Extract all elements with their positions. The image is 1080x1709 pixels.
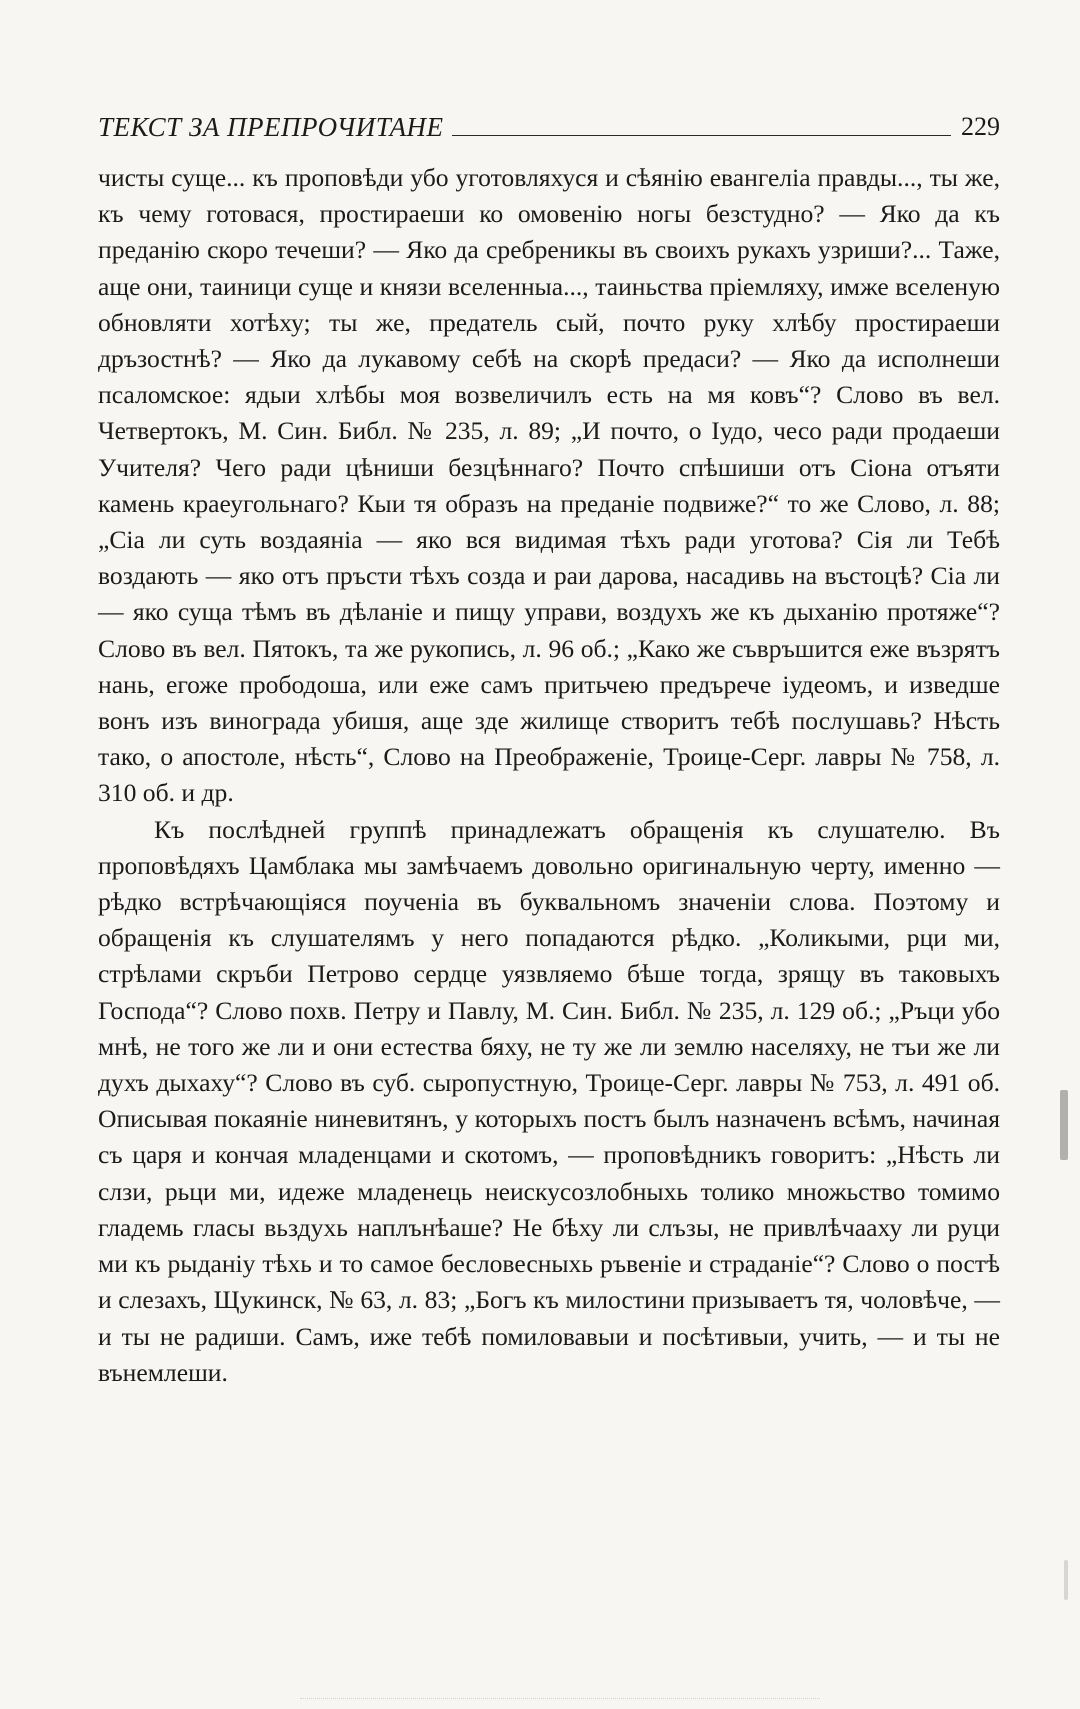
page-number: 229	[961, 112, 1000, 141]
scan-artifact	[1064, 1560, 1068, 1600]
header-rule	[452, 135, 951, 136]
running-header	[98, 108, 1000, 142]
running-title: ТЕКСТ ЗА ПРЕПРОЧИТАНЕ	[98, 112, 444, 142]
scan-artifact	[300, 1698, 820, 1709]
paragraph-continued: чисты суще... къ проповѣди убо уготовляхуся и сѣянію евангеліа правды..., ты же, къ чему готовася, простираеши ко омовенію ногы безстудно? — Яко да къ преданію скоро течеши? — Яко да сребреникы въ своихъ рукахъ узриши?... Таже, аще они, таиници суще и князи вселенныа..., таиньства пріемляху, имже вселеную обновляти хотѣху; ты же, предатель сый, почто руку хлѣбу простираеши дръзостнѣ? — Яко да лукавому себѣ на скорѣ предаси? — Яко да исполнеши псаломское: ядыи хлѣбы моя возвеличилъ есть на мя ковъ“? Слово въ вел. Четвертокъ, М. Син. Библ. № 235, л. 89; „И почто, о Іудо, чесо ради продаеши Учителя? Чего ради цѣниши безцѣннаго? Почто спѣшиши отъ Сіона отъяти камень краеугольнаго? Кыи тя образъ на преданіе подвиже?“ то же Слово, л. 88; „Сіа ли суть воздаяніа — яко вся видимая тѣхъ ради уготова? Сія ли Тебѣ воздають — яко отъ пръсти тѣхъ созда и раи дарова, насадивь на въстоцѣ? Сіа ли — яко суща тѣмъ въ дѣланіе и пищу управи, воздухъ же къ дыханію протяже“? Слово въ вел. Пятокъ, та же рукопись, л. 96 об.; „Како же съвръшится еже възрятъ нань, егоже прободоша, или еже самъ притьчею предърече іудеомъ, и изведше вонъ изъ винограда убишя, аще зде жилище створитъ тебѣ послушавь? Нѣсть тако, о апостоле, нѣсть“, Слово на Преображеніе, Троице-Серг. лавры № 758, л. 310 об. и др.	[98, 163, 1000, 808]
body-text	[98, 160, 1000, 1391]
paragraph-addresses: Къ послѣдней группѣ принадлежатъ обращенія къ слушателю. Въ проповѣдяхъ Цамблака мы замѣчаемъ довольно оригинальную черту, именно — рѣдко встрѣчающіяся поученіа въ буквальномъ значеніи слова. Поэтому и обращенія къ слушателямъ у него попадаются рѣдко. „Коликыми, рци ми, стрѣлами скръби Петрово сердце уязвляемо бѣше тогда, зрящу въ таковыхъ Господа“? Слово похв. Петру и Павлу, М. Син. Библ. № 235, л. 129 об.; „Ръци убо мнѣ, не того же ли и они естества бяху, не ту же ли землю населяху, не тъи же ли духъ дыхаху“? Слово въ суб. сыропустную, Троице-Серг. лавры № 753, л. 491 об. Описывая покаяніе ниневитянъ, у которыхъ постъ былъ назначенъ всѣмъ, начиная съ царя и кончая младенцами и скотомъ, — проповѣдникъ говоритъ: „Нѣсть ли слзи, рьци ми, идеже младенець неискусозлобныхь толико множьство томимо гладемь гласы вьздухь наплънѣаше? Не бѣху ли слъзы, не привлѣчааху ли руци ми къ рыданіу тѣхь и то самое бесловесныхь ръвеніе и страданіе“? Слово о постѣ и слезахъ, Щукинск, № 63, л. 83; „Богъ къ милостини призываетъ тя, чоловѣче, — и ты не радиши. Самъ, иже тебѣ помиловавыи и посѣтивыи, учить, — и ты не вънемлеши.	[98, 814, 1000, 1387]
scan-artifact	[1060, 1090, 1068, 1160]
